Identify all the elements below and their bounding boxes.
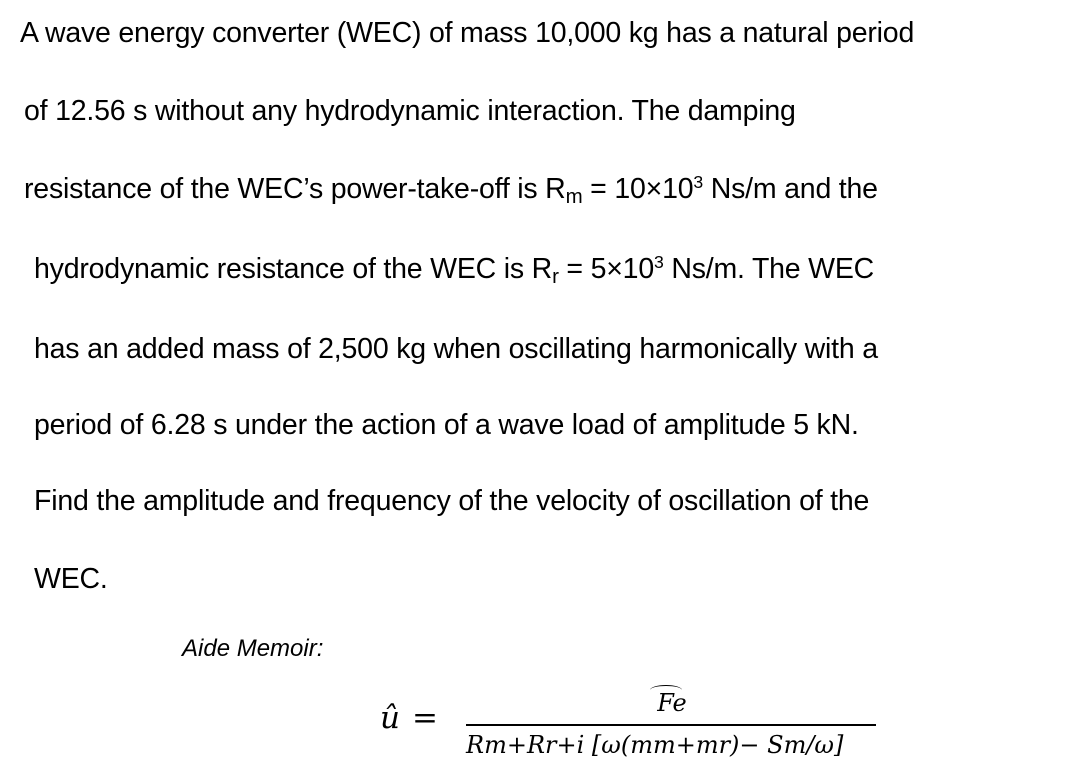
problem-line-1: A wave energy converter (WEC) of mass 10,000 kg has a natural period xyxy=(20,17,915,49)
problem-line-6: period of 6.28 s under the action of a wave load of amplitude 5 kN. xyxy=(34,409,859,441)
problem-line-2: of 12.56 s without any hydrodynamic interaction. The damping xyxy=(24,95,796,127)
aide-memoir-title: Aide Memoir: xyxy=(182,635,324,662)
fraction-bar xyxy=(466,724,876,726)
formula-lhs: û = xyxy=(380,700,438,736)
problem-line-4: hydrodynamic resistance of the WEC is $R_r = 5\times 10^3$ Ns/m. The WEC xyxy=(34,252,875,288)
formula-denominator: Rm+Rr+i [ω(mm+mr)− Sm/ω] xyxy=(466,731,844,759)
formula-numerator: Fe xyxy=(642,688,702,718)
problem-line-5: has an added mass of 2,500 kg when oscillating harmonically with a xyxy=(34,333,878,365)
hat-arc xyxy=(650,685,682,695)
problem-line-3: resistance of the WEC’s power-take-off is $R_m = 10\times 10^3$ Ns/m and the xyxy=(24,172,878,208)
problem-line-7: Find the amplitude and frequency of the velocity of oscillation of the xyxy=(34,485,870,517)
problem-line-8: WEC. xyxy=(34,563,108,595)
